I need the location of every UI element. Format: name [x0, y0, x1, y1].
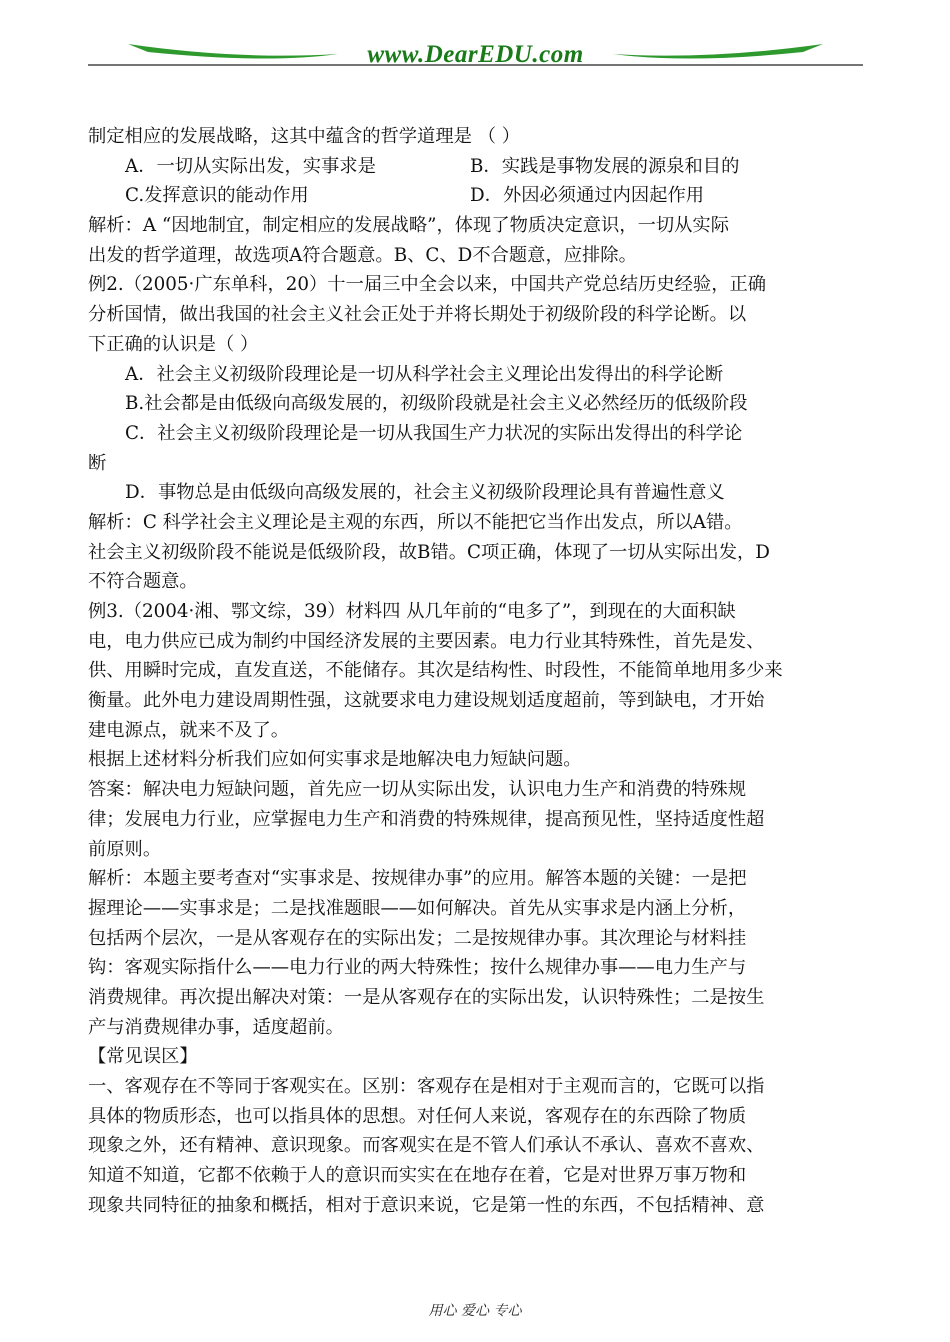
text-line: 知道不知道，它都不依赖于人的意识而实实在在地存在着，它是对世界万事万物和	[88, 1165, 747, 1187]
text-line: 解析：本题主要考查对“实事求是、按规律办事”的应用。解答本题的关键：一是把	[88, 868, 747, 890]
text-line: 消费规律。再次提出解决对策：一是从客观存在的实际出发，认识特殊性；二是按生	[88, 986, 765, 1008]
text-line: 一、客观存在不等同于客观实在。区别：客观存在是相对于主观而言的，它既可以指	[88, 1076, 765, 1097]
text-line: 建电源点，就来不及了。	[88, 719, 290, 741]
option-row	[88, 152, 866, 182]
document-body	[88, 122, 866, 1220]
text-line: 现象共同特征的抽象和概括，相对于意识来说，它是第一性的东西，不包括精神、意	[88, 1194, 765, 1216]
page-header	[88, 30, 863, 70]
text-line: 电，电力供应已成为制约中国经济发展的主要因素。电力行业其特殊性，首先是发、	[88, 630, 765, 652]
text-line: 现象之外，还有精神、意识现象。而客观实在是不管人们承认不承认、喜欢不喜欢、	[88, 1135, 765, 1157]
option-row	[88, 181, 866, 211]
option-line: B.社会都是由低级向高级发展的，初级阶段就是社会主义必然经历的低级阶段	[125, 393, 748, 415]
text-line: 不符合题意。	[88, 571, 198, 593]
text-line: 解析：A “因地制宜，制定相应的发展战略”，体现了物质决定意识，一切从实际	[88, 215, 729, 237]
text-line: 前原则。	[88, 838, 162, 860]
text-line: 例3.（2004·湘、鄂文综，39）材料四 从几年前的“电多了”，到现在的大面积缺	[88, 601, 736, 622]
text-line: 解析：C 科学社会主义理论是主观的东西，所以不能把它当作出发点，所以A错。	[88, 511, 743, 533]
text-line: 答案：解决电力短缺问题，首先应一切从实际出发，认识电力生产和消费的特殊规	[88, 779, 747, 801]
text-line: 根据上述材料分析我们应如何实事求是地解决电力短缺问题。	[88, 749, 582, 771]
text-line: 制定相应的发展战略，这其中蕴含的哲学道理是 （ ）	[88, 126, 521, 147]
page-footer: 用心 爱心 专心	[428, 1303, 522, 1319]
site-logo[interactable]: www.DearEDU.com	[367, 41, 584, 68]
text-line: 社会主义初级阶段不能说是低级阶段，故B错。C项正确，体现了一切从实际出发，D	[88, 541, 770, 563]
text-line: 具体的物质形态，也可以指具体的思想。对任何人来说，客观存在的东西除了物质	[88, 1105, 747, 1127]
option-line: D．事物总是由低级向高级发展的，社会主义初级阶段理论具有普遍性意义	[125, 482, 725, 504]
text-line: 衡量。此外电力建设周期性强，这就要求电力建设规划适度超前，等到缺电，才开始	[88, 690, 765, 712]
option-line: A．社会主义初级阶段理论是一切从科学社会主义理论出发得出的科学论断	[125, 363, 724, 385]
text-line: 包括两个层次，一是从客观存在的实际出发；二是按规律办事。其次理论与材料挂	[88, 927, 747, 949]
text-line: 例2.（2005·广东单科，20）十一届三中全会以来，中国共产党总结历史经验，正确	[88, 274, 767, 296]
option-a: A．一切从实际出发，实事求是	[125, 155, 376, 177]
section-heading: 【常见误区】	[88, 1046, 198, 1068]
option-b: B．实践是事物发展的源泉和目的	[470, 155, 740, 177]
text-line: 产与消费规律办事，适度超前。	[88, 1016, 344, 1038]
text-line: 钩：客观实际指什么——电力行业的两大特殊性；按什么规律办事——电力生产与	[88, 957, 747, 979]
text-line: 断	[88, 452, 107, 474]
text-line: 分析国情，做出我国的社会主义社会正处于并将长期处于初级阶段的科学论断。以	[88, 304, 747, 326]
text-line: 律；发展电力行业，应掌握电力生产和消费的特殊规律，提高预见性，坚持适度性超	[88, 808, 765, 830]
text-line: 下正确的认识是（ ）	[88, 333, 259, 355]
option-line: C．社会主义初级阶段理论是一切从我国生产力状况的实际出发得出的科学论	[125, 422, 743, 444]
text-line: 出发的哲学道理，故选项A符合题意。B、C、D不合题意，应排除。	[88, 244, 637, 266]
text-line: 握理论——实事求是；二是找准题眼——如何解决。首先从实事求是内涵上分析，	[88, 897, 747, 919]
text-line: 供、用瞬时完成，直发直送，不能储存。其次是结构性、时段性，不能简单地用多少来	[88, 660, 783, 682]
option-c: C.发挥意识的能动作用	[125, 185, 309, 207]
option-d: D．外因必须通过内因起作用	[470, 185, 705, 207]
